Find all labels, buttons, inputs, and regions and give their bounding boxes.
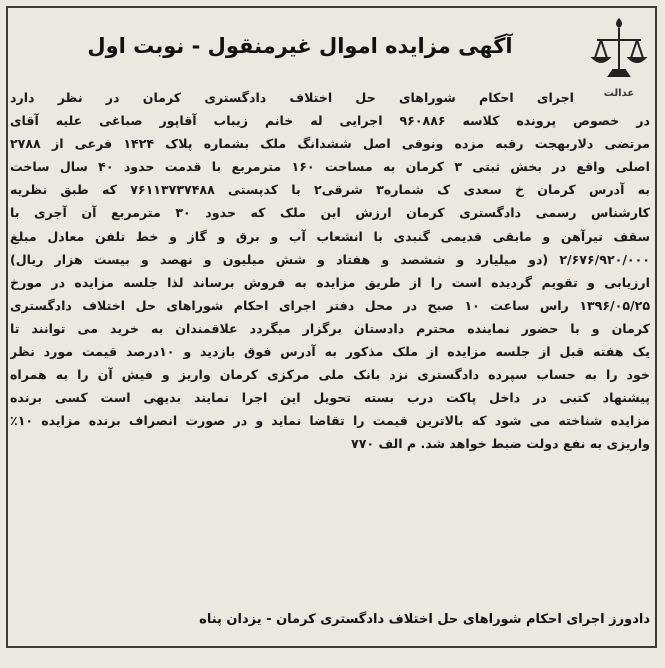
- notice-line: یک هفته قبل از جلسه مزایده از ملک مذکور به آدرس فوق بازدید و ۱۰درصد قیمت مورد نظر: [10, 344, 650, 360]
- notice-signature: دادورز اجرای احکام شوراهای حل اختلاف دادگستری کرمان - یزدان پناه: [199, 612, 650, 627]
- notice-line: کرمان و با حضور نماینده محترم دادستان برگزار میگردد علاقمندان به خرید می توانند تا: [10, 320, 650, 336]
- notice-line: خود را به حساب سپرده دادگستری نزد بانک ملی مرکزی کرمان واریز و فیش آن را به همراه: [10, 367, 650, 383]
- notice-line: ۱۳۹۶/۰۵/۲۵ راس ساعت ۱۰ صبح در محل دفتر اجرای احکام شوراهای حل اختلاف دادگستری: [10, 297, 650, 313]
- notice-title: آگهی مزایده اموال غیرمنقول - نوبت اول: [87, 34, 513, 58]
- notice-line: مزایده شناخته می شود که بالاترین قیمت را تقاضا نماید و در صورت انصراف برنده مزایده ۱۰٪: [10, 413, 650, 429]
- notice-line: مرتضی دلاربهجت رقبه مزده ونوقی اصل ششدانگ ملک بشماره پلاک ۱۴۲۴ فرعی از ۲۷۸۸: [10, 136, 650, 152]
- notice-line: به آدرس کرمان خ سعدی ک شماره۳ شرقی۲ با کدپستی ۷۶۱۱۳۷۳۷۴۸۸ که طبق نظریه: [10, 182, 650, 198]
- notice-line: کارشناس رسمی دادگستری کرمان ارزش این ملک که حدود ۳۰ مترمربع آن آجری با: [10, 205, 650, 221]
- notice-line: اصلی واقع در بخش ثبتی ۳ کرمان به مساحت ۱۶۰ مترمربع با قدمت حدود ۴۰ سال ساخت: [10, 159, 650, 175]
- scales-of-justice-icon: [589, 14, 649, 94]
- notice-line: واریزی به نفع دولت ضبط خواهد شد. م الف ۷۷۰: [351, 436, 650, 452]
- notice-line: پیشنهاد کتبی در داخل پاکت درب بسته تحویل این اجرا نمایند بدیهی است کسی برنده: [10, 390, 650, 406]
- notice-body: [10, 86, 650, 456]
- emblem-caption: عدالت: [603, 88, 635, 99]
- notice-line: در خصوص پرونده کلاسه ۹۶۰۸۸۶ اجرایی له خانم زیباب آقاپور صباغی علیه آقای: [10, 113, 650, 129]
- notice-line: سقف تیرآهن و مابقی قدیمی گنبدی با انشعاب آب و برق و گاز و خط تلفن معادل مبلغ: [10, 228, 650, 244]
- notice-line: اجرای احکام شوراهای حل اختلاف دادگستری کرمان در نظر دارد: [10, 90, 574, 105]
- notice-line: ارزیابی و تقویم گردیده است را از طریق مزایده به فروش برساند لذا جلسه مزایده در مورخ: [10, 274, 650, 290]
- notice-line: ۲/۶۷۶/۹۲۰/۰۰۰ (دو میلیارد و ششصد و هفتاد و شش میلیون و نهصد و بیست هزار ریال): [10, 251, 650, 267]
